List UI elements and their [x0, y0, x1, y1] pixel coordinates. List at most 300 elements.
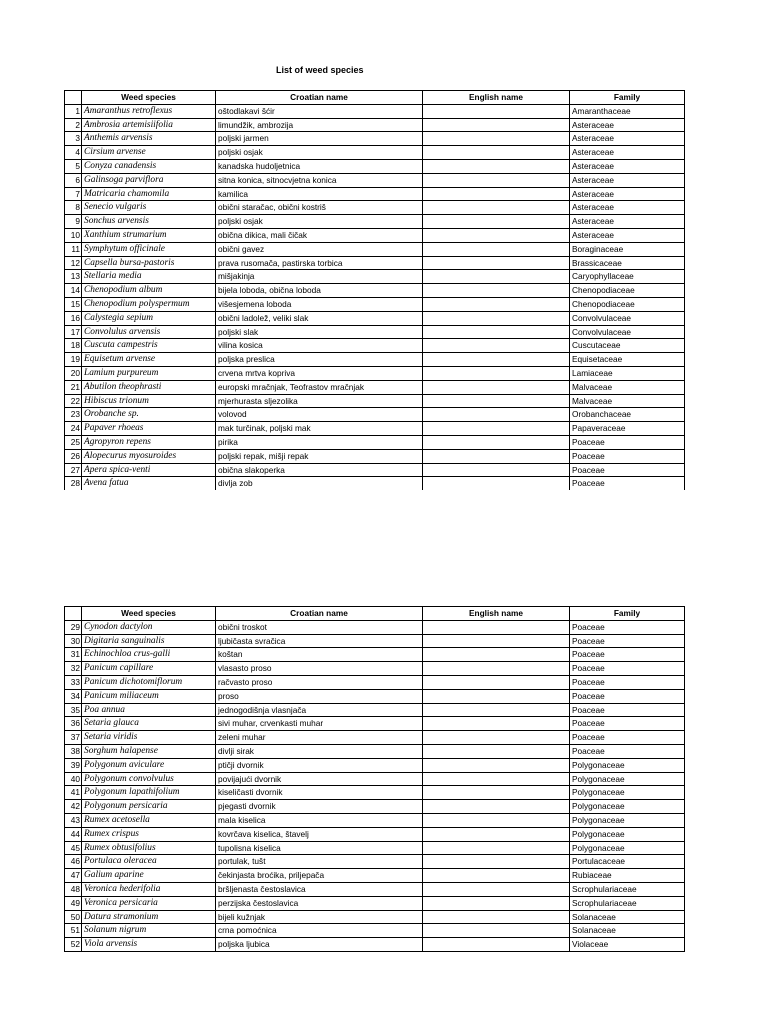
family-cell: Polygonaceae [570, 813, 685, 827]
row-number: 28 [65, 477, 82, 490]
english-name-cell [423, 786, 570, 800]
croatian-name-cell: povijajući dvornik [216, 772, 423, 786]
croatian-name-cell: crvena mrtva kopriva [216, 366, 423, 380]
weed-species-cell: Amaranthus retroflexus [82, 104, 216, 118]
croatian-name-cell: jednogodišnja vlasnjača [216, 703, 423, 717]
family-cell: Solanaceae [570, 910, 685, 924]
table-row [65, 380, 685, 394]
weed-species-cell: Rumex obtusifolius [82, 841, 216, 855]
croatian-name-cell: obični staračac, obični kostriš [216, 201, 423, 215]
row-number: 10 [65, 228, 82, 242]
weed-species-cell: Sonchus arvensis [82, 215, 216, 229]
row-number: 50 [65, 910, 82, 924]
croatian-name-cell: kanadska hudoljetnica [216, 159, 423, 173]
family-cell: Polygonaceae [570, 786, 685, 800]
table-row [65, 104, 685, 118]
family-cell: Asteraceae [570, 215, 685, 229]
table-row [65, 215, 685, 229]
row-number: 22 [65, 394, 82, 408]
row-number: 13 [65, 270, 82, 284]
row-number: 7 [65, 187, 82, 201]
croatian-name-cell: sivi muhar, crvenkasti muhar [216, 717, 423, 731]
family-cell: Solanaceae [570, 924, 685, 938]
header-family: Family [570, 91, 685, 105]
family-cell: Poaceae [570, 634, 685, 648]
english-name-cell [423, 215, 570, 229]
croatian-name-cell: proso [216, 689, 423, 703]
weed-species-cell: Sorghum halapense [82, 744, 216, 758]
row-number: 48 [65, 882, 82, 896]
weed-species-cell: Polygonum persicaria [82, 800, 216, 814]
english-name-cell [423, 924, 570, 938]
table-row [65, 422, 685, 436]
english-name-cell [423, 201, 570, 215]
row-number: 24 [65, 422, 82, 436]
family-cell: Polygonaceae [570, 800, 685, 814]
row-number: 9 [65, 215, 82, 229]
table-row [65, 146, 685, 160]
family-cell: Brassicaceae [570, 256, 685, 270]
table-row [65, 662, 685, 676]
family-cell: Poaceae [570, 744, 685, 758]
table-row [65, 173, 685, 187]
english-name-cell [423, 841, 570, 855]
weed-species-cell: Equisetum arvense [82, 353, 216, 367]
english-name-cell [423, 717, 570, 731]
croatian-name-cell: tupolisna kiselica [216, 841, 423, 855]
family-cell: Poaceae [570, 648, 685, 662]
weed-species-cell: Xanthium strumarium [82, 228, 216, 242]
croatian-name-cell: čekinjasta broćika, priljepača [216, 869, 423, 883]
english-name-cell [423, 311, 570, 325]
croatian-name-cell: portulak, tušt [216, 855, 423, 869]
english-name-cell [423, 256, 570, 270]
croatian-name-cell: perzijska čestoslavica [216, 896, 423, 910]
family-cell: Polygonaceae [570, 758, 685, 772]
croatian-name-cell: ljubičasta svračica [216, 634, 423, 648]
row-number: 6 [65, 173, 82, 187]
table-row [65, 800, 685, 814]
family-cell: Convolvulaceae [570, 311, 685, 325]
croatian-name-cell: poljski slak [216, 325, 423, 339]
family-cell: Polygonaceae [570, 772, 685, 786]
weed-species-cell: Polygonum convolvulus [82, 772, 216, 786]
weed-species-cell: Apera spica-venti [82, 463, 216, 477]
row-number: 4 [65, 146, 82, 160]
croatian-name-cell: ptičji dvornik [216, 758, 423, 772]
row-number: 19 [65, 353, 82, 367]
family-cell: Chenopodiaceae [570, 284, 685, 298]
croatian-name-cell: sitna konica, sitnocvjetna konica [216, 173, 423, 187]
family-cell: Asteraceae [570, 146, 685, 160]
croatian-name-cell: obična dikica, mali čičak [216, 228, 423, 242]
croatian-name-cell: crna pomoćnica [216, 924, 423, 938]
table-row [65, 717, 685, 731]
weed-species-cell: Senecio vulgaris [82, 201, 216, 215]
english-name-cell [423, 118, 570, 132]
table-row [65, 896, 685, 910]
weed-species-cell: Digitaria sanguinalis [82, 634, 216, 648]
row-number: 3 [65, 132, 82, 146]
english-name-cell [423, 394, 570, 408]
croatian-name-cell: divlji sirak [216, 744, 423, 758]
weed-species-cell: Rumex acetosella [82, 813, 216, 827]
table-row [65, 758, 685, 772]
row-number: 18 [65, 339, 82, 353]
row-number: 21 [65, 380, 82, 394]
weed-species-cell: Lamium purpureum [82, 366, 216, 380]
croatian-name-cell: poljski osjak [216, 146, 423, 160]
croatian-name-cell: mišjakinja [216, 270, 423, 284]
table-row [65, 408, 685, 422]
weed-species-cell: Portulaca oleracea [82, 855, 216, 869]
row-number: 41 [65, 786, 82, 800]
table-row [65, 772, 685, 786]
table-row [65, 689, 685, 703]
english-name-cell [423, 463, 570, 477]
table-body-1 [65, 104, 685, 490]
row-number: 29 [65, 620, 82, 634]
croatian-name-cell: bijela loboda, obična loboda [216, 284, 423, 298]
weed-species-cell: Polygonum lapathifolium [82, 786, 216, 800]
table-row [65, 634, 685, 648]
english-name-cell [423, 620, 570, 634]
english-name-cell [423, 882, 570, 896]
english-name-cell [423, 675, 570, 689]
weed-species-cell: Conyza canadensis [82, 159, 216, 173]
row-number: 5 [65, 159, 82, 173]
table-row [65, 339, 685, 353]
table-row [65, 284, 685, 298]
table-row [65, 366, 685, 380]
table-row [65, 827, 685, 841]
family-cell: Poaceae [570, 449, 685, 463]
english-name-cell [423, 813, 570, 827]
english-name-cell [423, 270, 570, 284]
header-weed-species: Weed species [82, 91, 216, 105]
croatian-name-cell: koštan [216, 648, 423, 662]
english-name-cell [423, 689, 570, 703]
row-number: 43 [65, 813, 82, 827]
row-number: 46 [65, 855, 82, 869]
weed-species-cell: Hibiscus trionum [82, 394, 216, 408]
weed-species-cell: Anthemis arvensis [82, 132, 216, 146]
row-number: 44 [65, 827, 82, 841]
table-row [65, 855, 685, 869]
weed-species-cell: Calystegia sepium [82, 311, 216, 325]
english-name-cell [423, 869, 570, 883]
english-name-cell [423, 284, 570, 298]
table-row [65, 744, 685, 758]
header-english-name: English name [423, 607, 570, 621]
croatian-name-cell: kiseličasti dvornik [216, 786, 423, 800]
row-number: 45 [65, 841, 82, 855]
weed-species-cell: Convolulus arvensis [82, 325, 216, 339]
croatian-name-cell: bršljenasta čestoslavica [216, 882, 423, 896]
english-name-cell [423, 408, 570, 422]
header-croatian-name: Croatian name [216, 91, 423, 105]
table-row [65, 187, 685, 201]
english-name-cell [423, 242, 570, 256]
weed-species-cell: Viola arvensis [82, 938, 216, 952]
english-name-cell [423, 159, 570, 173]
weed-species-cell: Rumex crispus [82, 827, 216, 841]
family-cell: Convolvulaceae [570, 325, 685, 339]
row-number: 31 [65, 648, 82, 662]
weed-species-cell: Poa annua [82, 703, 216, 717]
english-name-cell [423, 772, 570, 786]
family-cell: Lamiaceae [570, 366, 685, 380]
croatian-name-cell: obični troskot [216, 620, 423, 634]
family-cell: Polygonaceae [570, 827, 685, 841]
table-row [65, 463, 685, 477]
family-cell: Rubiaceae [570, 869, 685, 883]
table-header-row [65, 607, 685, 621]
family-cell: Poaceae [570, 620, 685, 634]
table-row [65, 910, 685, 924]
table-row [65, 477, 685, 490]
croatian-name-cell: vlasasto proso [216, 662, 423, 676]
weed-species-cell: Cirsium arvense [82, 146, 216, 160]
croatian-name-cell: mjerhurasta sljezolika [216, 394, 423, 408]
family-cell: Portulacaceae [570, 855, 685, 869]
weed-species-cell: Panicum dichotomiflorum [82, 675, 216, 689]
english-name-cell [423, 910, 570, 924]
row-number: 49 [65, 896, 82, 910]
weed-species-cell: Stellaria media [82, 270, 216, 284]
family-cell: Caryophyllaceae [570, 270, 685, 284]
family-cell: Poaceae [570, 703, 685, 717]
row-number: 25 [65, 435, 82, 449]
table-row [65, 648, 685, 662]
english-name-cell [423, 228, 570, 242]
croatian-name-cell: europski mračnjak, Teofrastov mračnjak [216, 380, 423, 394]
row-number: 40 [65, 772, 82, 786]
row-number: 8 [65, 201, 82, 215]
english-name-cell [423, 104, 570, 118]
croatian-name-cell: bijeli kužnjak [216, 910, 423, 924]
weed-species-cell: Matricaria chamomila [82, 187, 216, 201]
weed-species-cell: Solanum nigrum [82, 924, 216, 938]
table-row [65, 924, 685, 938]
english-name-cell [423, 353, 570, 367]
table-row [65, 311, 685, 325]
family-cell: Scrophulariaceae [570, 882, 685, 896]
english-name-cell [423, 422, 570, 436]
weed-species-cell: Alopecurus myosuroides [82, 449, 216, 463]
english-name-cell [423, 648, 570, 662]
croatian-name-cell: obična slakoperka [216, 463, 423, 477]
family-cell: Poaceae [570, 689, 685, 703]
croatian-name-cell: pirika [216, 435, 423, 449]
english-name-cell [423, 938, 570, 952]
row-number: 20 [65, 366, 82, 380]
row-number: 30 [65, 634, 82, 648]
english-name-cell [423, 634, 570, 648]
row-number: 27 [65, 463, 82, 477]
table-row [65, 297, 685, 311]
weed-species-cell: Galium aparine [82, 869, 216, 883]
page-title: List of weed species [276, 65, 364, 75]
table-row [65, 703, 685, 717]
family-cell: Amaranthaceae [570, 104, 685, 118]
row-number: 33 [65, 675, 82, 689]
table-row [65, 353, 685, 367]
croatian-name-cell: račvasto proso [216, 675, 423, 689]
weed-species-cell: Cynodon dactylon [82, 620, 216, 634]
family-cell: Asteraceae [570, 118, 685, 132]
croatian-name-cell: zeleni muhar [216, 731, 423, 745]
weed-species-cell: Echinochloa crus-galli [82, 648, 216, 662]
row-number: 15 [65, 297, 82, 311]
table-row [65, 869, 685, 883]
croatian-name-cell: obični gavez [216, 242, 423, 256]
row-number: 38 [65, 744, 82, 758]
table-row [65, 435, 685, 449]
family-cell: Scrophulariaceae [570, 896, 685, 910]
header-family: Family [570, 607, 685, 621]
family-cell: Poaceae [570, 717, 685, 731]
croatian-name-cell: volovod [216, 408, 423, 422]
row-number: 37 [65, 731, 82, 745]
weed-species-cell: Abutilon theophrasti [82, 380, 216, 394]
header-number [65, 91, 82, 105]
table-header-row [65, 91, 685, 105]
family-cell: Papaveraceae [570, 422, 685, 436]
croatian-name-cell: poljska preslica [216, 353, 423, 367]
table-row [65, 242, 685, 256]
family-cell: Equisetaceae [570, 353, 685, 367]
family-cell: Violaceae [570, 938, 685, 952]
family-cell: Asteraceae [570, 228, 685, 242]
english-name-cell [423, 297, 570, 311]
croatian-name-cell: pjegasti dvornik [216, 800, 423, 814]
weed-species-cell: Panicum capillare [82, 662, 216, 676]
family-cell: Orobanchaceae [570, 408, 685, 422]
table-row [65, 201, 685, 215]
english-name-cell [423, 827, 570, 841]
english-name-cell [423, 744, 570, 758]
header-croatian-name: Croatian name [216, 607, 423, 621]
family-cell: Chenopodiaceae [570, 297, 685, 311]
english-name-cell [423, 146, 570, 160]
row-number: 47 [65, 869, 82, 883]
family-cell: Poaceae [570, 731, 685, 745]
family-cell: Asteraceae [570, 173, 685, 187]
weed-species-cell: Chenopodium album [82, 284, 216, 298]
english-name-cell [423, 662, 570, 676]
row-number: 35 [65, 703, 82, 717]
croatian-name-cell: poljska ljubica [216, 938, 423, 952]
table-row [65, 938, 685, 952]
header-english-name: English name [423, 91, 570, 105]
weed-species-cell: Agropyron repens [82, 435, 216, 449]
table-row [65, 394, 685, 408]
family-cell: Polygonaceae [570, 841, 685, 855]
table-row [65, 882, 685, 896]
croatian-name-cell: oštodlakavi šćir [216, 104, 423, 118]
header-weed-species: Weed species [82, 607, 216, 621]
croatian-name-cell: poljski osjak [216, 215, 423, 229]
table-row [65, 620, 685, 634]
english-name-cell [423, 703, 570, 717]
english-name-cell [423, 731, 570, 745]
english-name-cell [423, 855, 570, 869]
weed-species-cell: Datura stramonium [82, 910, 216, 924]
row-number: 42 [65, 800, 82, 814]
english-name-cell [423, 800, 570, 814]
family-cell: Poaceae [570, 477, 685, 490]
weed-species-cell: Chenopodium polyspermum [82, 297, 216, 311]
table-row [65, 675, 685, 689]
table-row [65, 228, 685, 242]
table-row [65, 731, 685, 745]
weed-species-cell: Setaria glauca [82, 717, 216, 731]
header-number [65, 607, 82, 621]
croatian-name-cell: mak turčinak, poljski mak [216, 422, 423, 436]
weed-species-cell: Veronica persicaria [82, 896, 216, 910]
croatian-name-cell: poljski jarmen [216, 132, 423, 146]
row-number: 17 [65, 325, 82, 339]
row-number: 12 [65, 256, 82, 270]
english-name-cell [423, 325, 570, 339]
family-cell: Malvaceae [570, 380, 685, 394]
family-cell: Boraginaceae [570, 242, 685, 256]
weed-species-table-1 [64, 90, 685, 490]
table-row [65, 159, 685, 173]
table-row [65, 256, 685, 270]
weed-species-cell: Symphytum officinale [82, 242, 216, 256]
weed-species-cell: Polygonum aviculare [82, 758, 216, 772]
family-cell: Poaceae [570, 435, 685, 449]
croatian-name-cell: prava rusomača, pastirska torbica [216, 256, 423, 270]
row-number: 36 [65, 717, 82, 731]
family-cell: Asteraceae [570, 201, 685, 215]
english-name-cell [423, 758, 570, 772]
row-number: 16 [65, 311, 82, 325]
family-cell: Poaceae [570, 463, 685, 477]
weed-species-cell: Galinsoga parviflora [82, 173, 216, 187]
row-number: 23 [65, 408, 82, 422]
row-number: 51 [65, 924, 82, 938]
row-number: 52 [65, 938, 82, 952]
weed-species-cell: Avena fatua [82, 477, 216, 490]
weed-species-cell: Capsella bursa-pastoris [82, 256, 216, 270]
english-name-cell [423, 339, 570, 353]
croatian-name-cell: poljski repak, mišji repak [216, 449, 423, 463]
family-cell: Asteraceae [570, 159, 685, 173]
weed-species-cell: Veronica hederifolia [82, 882, 216, 896]
table-row [65, 449, 685, 463]
english-name-cell [423, 449, 570, 463]
table-row [65, 132, 685, 146]
croatian-name-cell: višesjemena loboda [216, 297, 423, 311]
croatian-name-cell: kamilica [216, 187, 423, 201]
croatian-name-cell: divlja zob [216, 477, 423, 490]
croatian-name-cell: obični ladolež, veliki slak [216, 311, 423, 325]
croatian-name-cell: kovrčava kiselica, štavelj [216, 827, 423, 841]
family-cell: Asteraceae [570, 187, 685, 201]
english-name-cell [423, 477, 570, 490]
row-number: 14 [65, 284, 82, 298]
family-cell: Asteraceae [570, 132, 685, 146]
croatian-name-cell: limundžik, ambrozija [216, 118, 423, 132]
row-number: 34 [65, 689, 82, 703]
english-name-cell [423, 187, 570, 201]
row-number: 26 [65, 449, 82, 463]
english-name-cell [423, 435, 570, 449]
family-cell: Cuscutaceae [570, 339, 685, 353]
